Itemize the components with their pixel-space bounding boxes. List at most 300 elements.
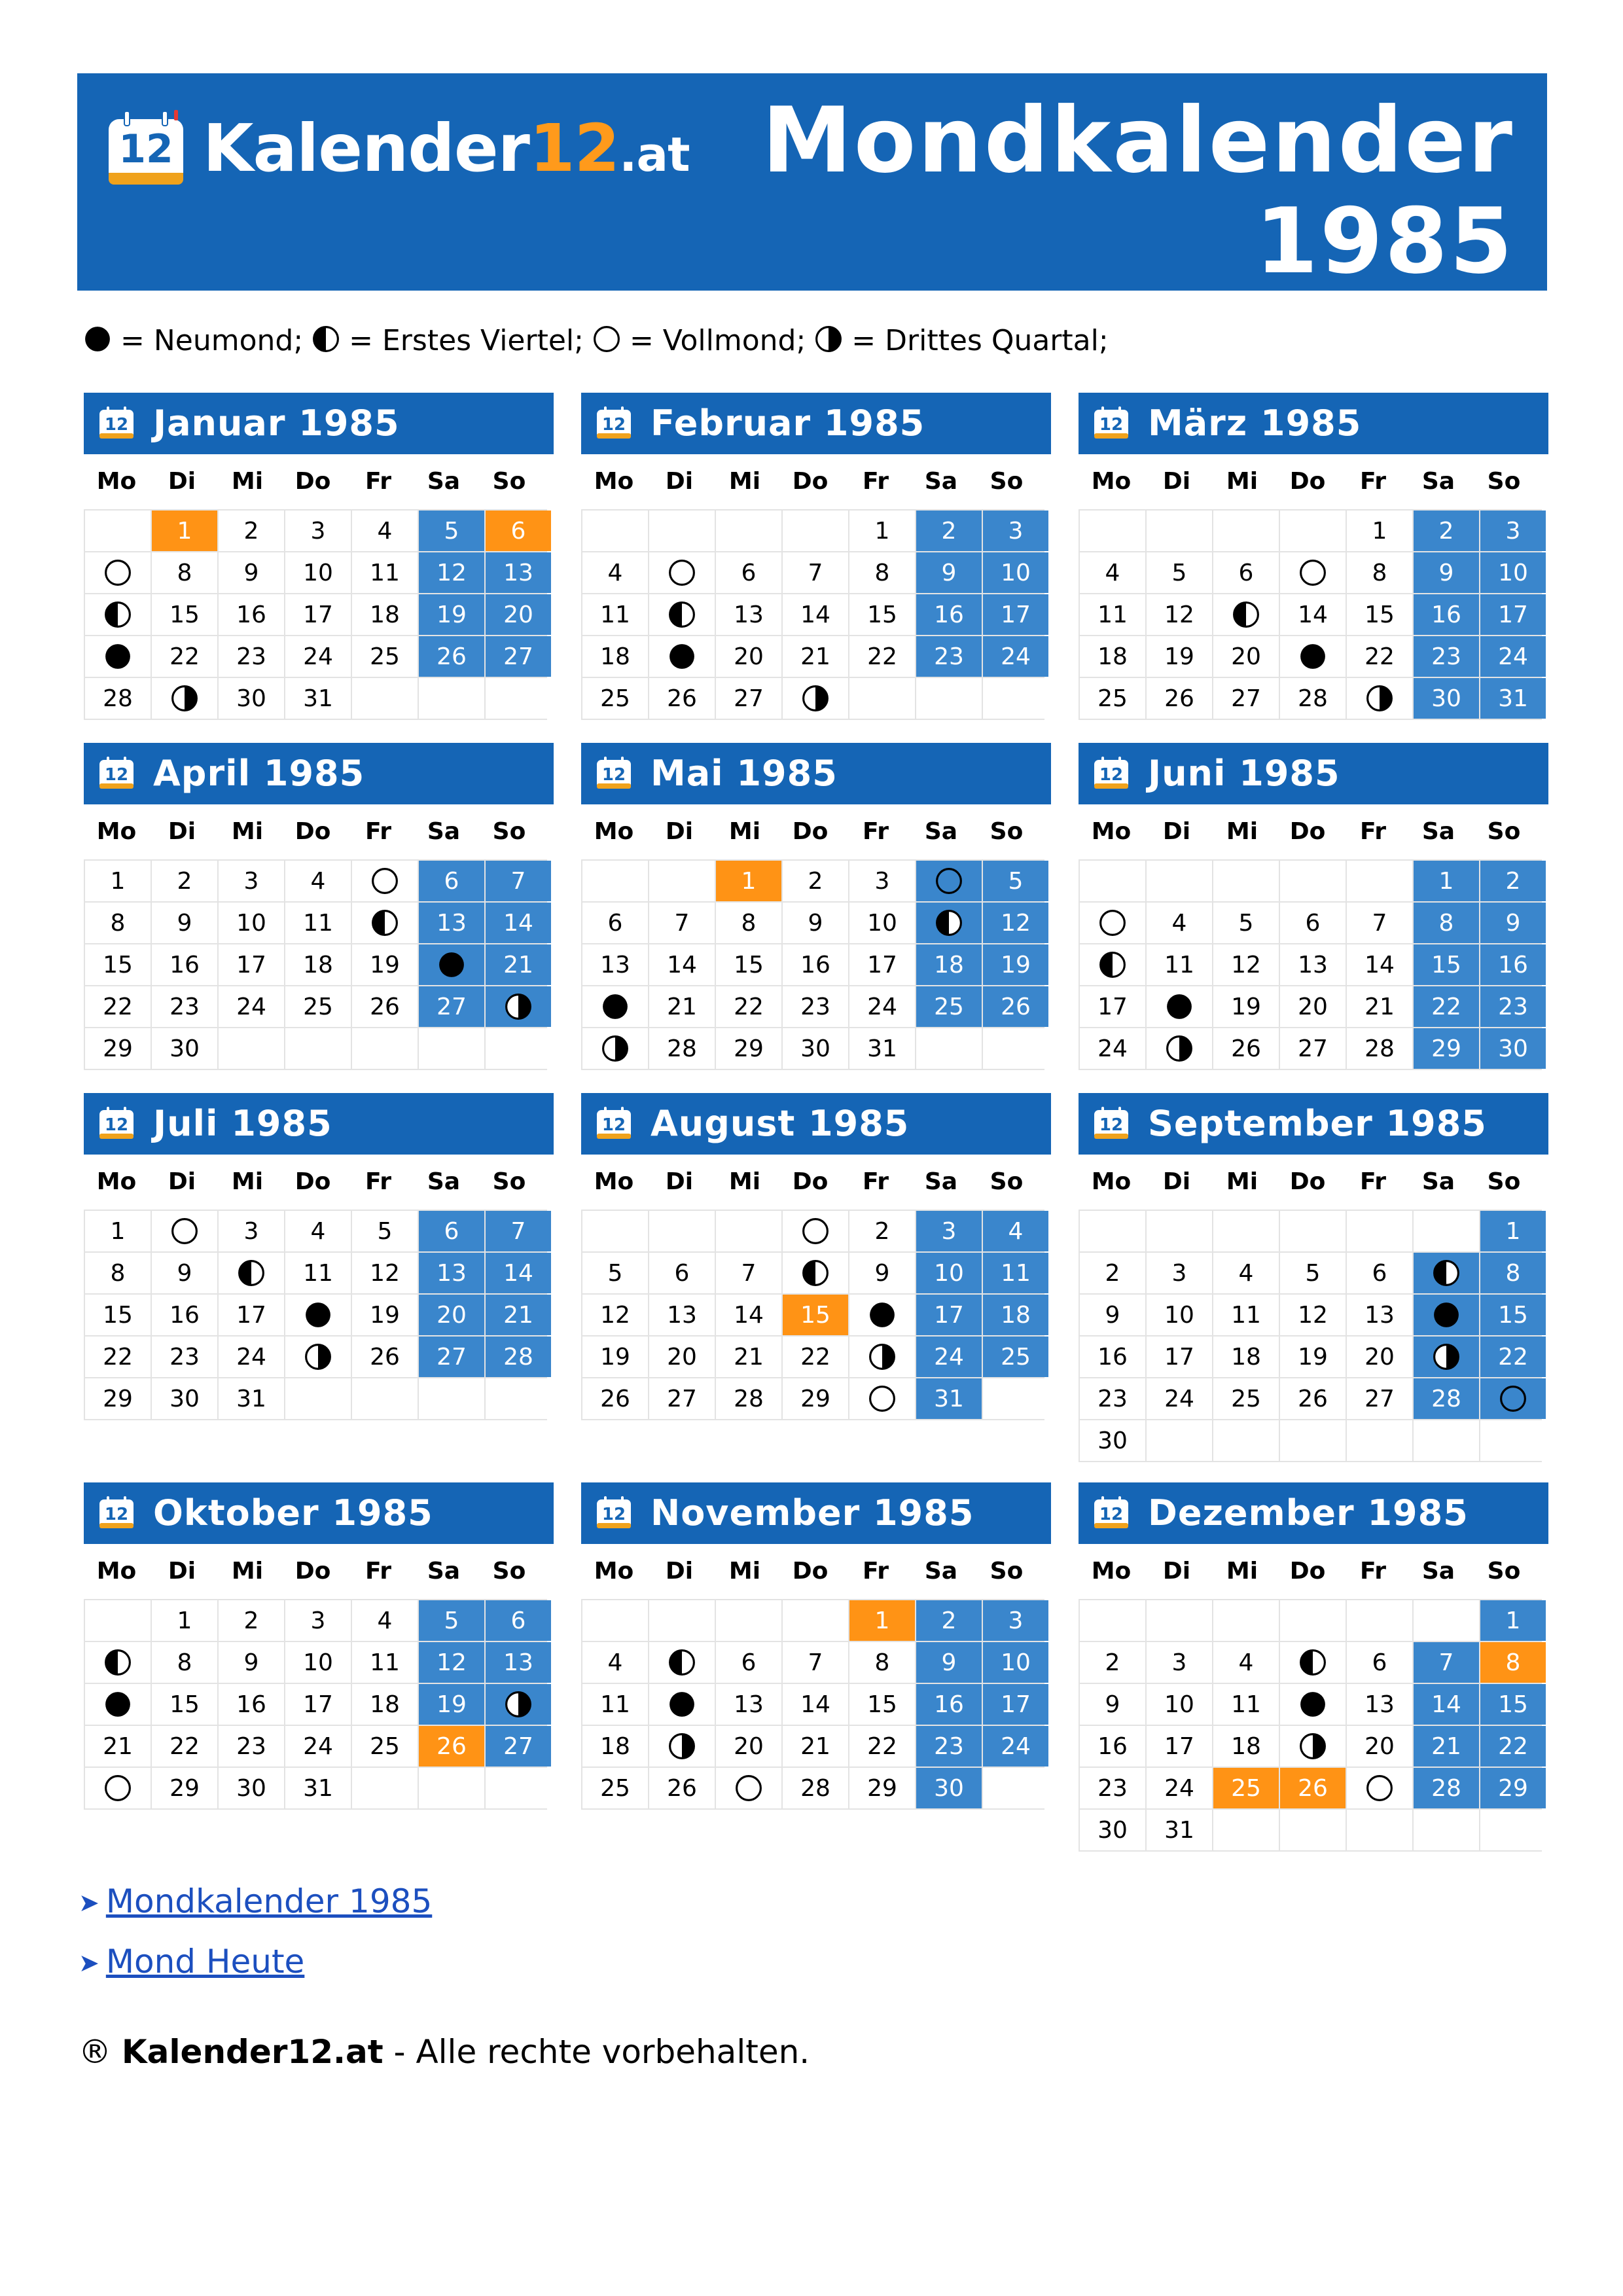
day-cell[interactable]: 25 xyxy=(1213,1768,1279,1808)
day-cell[interactable]: 17 xyxy=(219,1295,284,1335)
day-cell[interactable]: 11 xyxy=(582,594,648,635)
day-cell[interactable]: 24 xyxy=(219,986,284,1027)
day-cell[interactable]: 29 xyxy=(152,1768,217,1808)
day-cell[interactable]: 7 xyxy=(486,861,551,901)
day-cell[interactable]: 12 xyxy=(1147,594,1212,635)
day-cell[interactable]: 28 xyxy=(1414,1378,1479,1419)
day-cell[interactable]: 21 xyxy=(85,1726,151,1767)
day-cell[interactable]: 26 xyxy=(649,678,715,719)
day-cell[interactable]: 15 xyxy=(1480,1295,1546,1335)
day-cell[interactable] xyxy=(486,986,551,1027)
day-cell[interactable]: 7 xyxy=(716,1253,781,1293)
day-cell[interactable]: 16 xyxy=(916,594,982,635)
day-cell[interactable]: 27 xyxy=(649,1378,715,1419)
day-cell[interactable] xyxy=(1280,552,1346,593)
day-cell[interactable]: 22 xyxy=(716,986,781,1027)
day-cell[interactable]: 18 xyxy=(582,1726,648,1767)
day-cell[interactable]: 6 xyxy=(1347,1253,1412,1293)
day-cell[interactable] xyxy=(716,1768,781,1808)
day-cell[interactable]: 7 xyxy=(783,552,848,593)
day-cell[interactable]: 12 xyxy=(983,903,1048,943)
day-cell[interactable]: 4 xyxy=(983,1211,1048,1251)
day-cell[interactable]: 13 xyxy=(1280,944,1346,985)
day-cell[interactable]: 14 xyxy=(1414,1684,1479,1725)
day-cell[interactable]: 8 xyxy=(1347,552,1412,593)
day-cell[interactable]: 3 xyxy=(285,1600,351,1641)
day-cell[interactable]: 16 xyxy=(1414,594,1479,635)
day-cell[interactable]: 27 xyxy=(1213,678,1279,719)
day-cell[interactable]: 28 xyxy=(649,1028,715,1069)
day-cell[interactable]: 9 xyxy=(219,552,284,593)
day-cell[interactable]: 18 xyxy=(352,1684,418,1725)
day-cell[interactable]: 11 xyxy=(285,1253,351,1293)
day-cell[interactable]: 24 xyxy=(916,1336,982,1377)
day-cell[interactable] xyxy=(1414,1295,1479,1335)
day-cell[interactable] xyxy=(649,552,715,593)
day-cell[interactable]: 8 xyxy=(85,903,151,943)
day-cell[interactable]: 20 xyxy=(1347,1726,1412,1767)
day-cell[interactable] xyxy=(849,1378,915,1419)
day-cell[interactable]: 23 xyxy=(152,1336,217,1377)
day-cell[interactable]: 4 xyxy=(1213,1642,1279,1683)
day-cell[interactable]: 3 xyxy=(219,1211,284,1251)
day-cell[interactable] xyxy=(916,903,982,943)
day-cell[interactable]: 15 xyxy=(849,1684,915,1725)
day-cell[interactable]: 6 xyxy=(419,861,484,901)
day-cell[interactable]: 3 xyxy=(916,1211,982,1251)
day-cell[interactable]: 17 xyxy=(1480,594,1546,635)
day-cell[interactable]: 15 xyxy=(716,944,781,985)
day-cell[interactable]: 18 xyxy=(916,944,982,985)
day-cell[interactable]: 3 xyxy=(983,1600,1048,1641)
day-cell[interactable]: 4 xyxy=(1213,1253,1279,1293)
day-cell[interactable]: 9 xyxy=(1414,552,1479,593)
day-cell[interactable]: 10 xyxy=(285,552,351,593)
day-cell[interactable]: 24 xyxy=(1480,636,1546,677)
day-cell[interactable]: 11 xyxy=(1080,594,1145,635)
day-cell[interactable]: 28 xyxy=(716,1378,781,1419)
day-cell[interactable]: 17 xyxy=(219,944,284,985)
day-cell[interactable]: 27 xyxy=(1280,1028,1346,1069)
day-cell[interactable]: 20 xyxy=(649,1336,715,1377)
day-cell[interactable]: 26 xyxy=(419,1726,484,1767)
day-cell[interactable]: 23 xyxy=(1480,986,1546,1027)
day-cell[interactable]: 25 xyxy=(1213,1378,1279,1419)
day-cell[interactable]: 14 xyxy=(649,944,715,985)
day-cell[interactable]: 9 xyxy=(152,1253,217,1293)
day-cell[interactable]: 20 xyxy=(716,1726,781,1767)
day-cell[interactable]: 8 xyxy=(849,1642,915,1683)
day-cell[interactable]: 10 xyxy=(849,903,915,943)
day-cell[interactable]: 26 xyxy=(352,986,418,1027)
day-cell[interactable] xyxy=(1414,1336,1479,1377)
day-cell[interactable]: 18 xyxy=(352,594,418,635)
day-cell[interactable]: 13 xyxy=(582,944,648,985)
day-cell[interactable]: 15 xyxy=(849,594,915,635)
day-cell[interactable]: 11 xyxy=(1213,1295,1279,1335)
day-cell[interactable]: 21 xyxy=(716,1336,781,1377)
day-cell[interactable]: 6 xyxy=(486,1600,551,1641)
day-cell[interactable]: 6 xyxy=(419,1211,484,1251)
day-cell[interactable]: 6 xyxy=(486,511,551,551)
day-cell[interactable]: 19 xyxy=(419,1684,484,1725)
day-cell[interactable]: 26 xyxy=(1280,1768,1346,1808)
day-cell[interactable]: 15 xyxy=(152,594,217,635)
day-cell[interactable]: 3 xyxy=(1147,1253,1212,1293)
day-cell[interactable]: 21 xyxy=(486,944,551,985)
day-cell[interactable]: 1 xyxy=(85,1211,151,1251)
day-cell[interactable]: 16 xyxy=(152,1295,217,1335)
day-cell[interactable]: 13 xyxy=(1347,1684,1412,1725)
day-cell[interactable]: 25 xyxy=(582,1768,648,1808)
day-cell[interactable]: 30 xyxy=(219,678,284,719)
day-cell[interactable]: 15 xyxy=(85,1295,151,1335)
day-cell[interactable]: 28 xyxy=(783,1768,848,1808)
day-cell[interactable]: 18 xyxy=(582,636,648,677)
day-cell[interactable]: 9 xyxy=(219,1642,284,1683)
day-cell[interactable]: 1 xyxy=(1347,511,1412,551)
day-cell[interactable]: 27 xyxy=(486,636,551,677)
day-cell[interactable] xyxy=(1280,1684,1346,1725)
day-cell[interactable]: 18 xyxy=(1213,1336,1279,1377)
day-cell[interactable]: 2 xyxy=(1080,1253,1145,1293)
day-cell[interactable] xyxy=(1414,1253,1479,1293)
day-cell[interactable]: 2 xyxy=(916,1600,982,1641)
day-cell[interactable]: 13 xyxy=(716,1684,781,1725)
day-cell[interactable]: 22 xyxy=(783,1336,848,1377)
day-cell[interactable] xyxy=(1080,903,1145,943)
day-cell[interactable]: 2 xyxy=(1414,511,1479,551)
day-cell[interactable]: 15 xyxy=(1414,944,1479,985)
day-cell[interactable]: 12 xyxy=(582,1295,648,1335)
day-cell[interactable]: 23 xyxy=(219,636,284,677)
day-cell[interactable] xyxy=(1280,1642,1346,1683)
day-cell[interactable] xyxy=(649,1642,715,1683)
day-cell[interactable]: 6 xyxy=(649,1253,715,1293)
day-cell[interactable] xyxy=(916,861,982,901)
day-cell[interactable]: 23 xyxy=(916,1726,982,1767)
day-cell[interactable]: 24 xyxy=(1147,1768,1212,1808)
day-cell[interactable] xyxy=(352,861,418,901)
day-cell[interactable]: 25 xyxy=(916,986,982,1027)
day-cell[interactable]: 13 xyxy=(649,1295,715,1335)
day-cell[interactable]: 4 xyxy=(285,1211,351,1251)
day-cell[interactable]: 11 xyxy=(352,1642,418,1683)
day-cell[interactable]: 1 xyxy=(849,511,915,551)
day-cell[interactable]: 23 xyxy=(219,1726,284,1767)
day-cell[interactable]: 27 xyxy=(1347,1378,1412,1419)
day-cell[interactable]: 12 xyxy=(419,552,484,593)
mondkalender-link[interactable]: Mondkalender 1985 xyxy=(105,1882,433,1920)
day-cell[interactable]: 20 xyxy=(716,636,781,677)
day-cell[interactable]: 18 xyxy=(285,944,351,985)
day-cell[interactable]: 5 xyxy=(1280,1253,1346,1293)
day-cell[interactable]: 15 xyxy=(85,944,151,985)
day-cell[interactable]: 6 xyxy=(1280,903,1346,943)
day-cell[interactable]: 19 xyxy=(1280,1336,1346,1377)
day-cell[interactable]: 17 xyxy=(285,1684,351,1725)
day-cell[interactable]: 16 xyxy=(1080,1726,1145,1767)
day-cell[interactable]: 30 xyxy=(1414,678,1479,719)
day-cell[interactable]: 15 xyxy=(1347,594,1412,635)
day-cell[interactable]: 26 xyxy=(419,636,484,677)
day-cell[interactable]: 25 xyxy=(352,1726,418,1767)
day-cell[interactable]: 8 xyxy=(85,1253,151,1293)
day-cell[interactable]: 21 xyxy=(649,986,715,1027)
day-cell[interactable]: 31 xyxy=(916,1378,982,1419)
day-cell[interactable]: 12 xyxy=(419,1642,484,1683)
day-cell[interactable]: 21 xyxy=(783,1726,848,1767)
day-cell[interactable]: 26 xyxy=(352,1336,418,1377)
day-cell[interactable]: 1 xyxy=(849,1600,915,1641)
day-cell[interactable]: 11 xyxy=(983,1253,1048,1293)
day-cell[interactable]: 4 xyxy=(352,1600,418,1641)
day-cell[interactable]: 21 xyxy=(783,636,848,677)
day-cell[interactable] xyxy=(849,1336,915,1377)
day-cell[interactable]: 23 xyxy=(1414,636,1479,677)
day-cell[interactable]: 22 xyxy=(1480,1336,1546,1377)
day-cell[interactable]: 13 xyxy=(486,1642,551,1683)
day-cell[interactable] xyxy=(1147,986,1212,1027)
day-cell[interactable]: 16 xyxy=(1080,1336,1145,1377)
day-cell[interactable]: 30 xyxy=(152,1028,217,1069)
day-cell[interactable]: 2 xyxy=(1480,861,1546,901)
day-cell[interactable]: 20 xyxy=(1280,986,1346,1027)
day-cell[interactable]: 3 xyxy=(285,511,351,551)
day-cell[interactable]: 24 xyxy=(1147,1378,1212,1419)
day-cell[interactable]: 22 xyxy=(152,1726,217,1767)
day-cell[interactable]: 1 xyxy=(1480,1600,1546,1641)
day-cell[interactable]: 29 xyxy=(783,1378,848,1419)
day-cell[interactable]: 17 xyxy=(916,1295,982,1335)
day-cell[interactable]: 3 xyxy=(983,511,1048,551)
day-cell[interactable]: 24 xyxy=(1080,1028,1145,1069)
day-cell[interactable]: 3 xyxy=(1147,1642,1212,1683)
day-cell[interactable]: 12 xyxy=(352,1253,418,1293)
day-cell[interactable] xyxy=(1280,636,1346,677)
day-cell[interactable]: 16 xyxy=(152,944,217,985)
day-cell[interactable]: 28 xyxy=(1414,1768,1479,1808)
day-cell[interactable]: 5 xyxy=(582,1253,648,1293)
day-cell[interactable]: 9 xyxy=(152,903,217,943)
day-cell[interactable]: 17 xyxy=(1080,986,1145,1027)
day-cell[interactable]: 26 xyxy=(983,986,1048,1027)
day-cell[interactable]: 9 xyxy=(849,1253,915,1293)
day-cell[interactable]: 5 xyxy=(419,511,484,551)
day-cell[interactable] xyxy=(285,1336,351,1377)
day-cell[interactable]: 14 xyxy=(783,1684,848,1725)
day-cell[interactable]: 8 xyxy=(716,903,781,943)
day-cell[interactable] xyxy=(152,1211,217,1251)
day-cell[interactable]: 10 xyxy=(916,1253,982,1293)
day-cell[interactable]: 8 xyxy=(152,1642,217,1683)
day-cell[interactable]: 2 xyxy=(219,511,284,551)
day-cell[interactable]: 6 xyxy=(582,903,648,943)
day-cell[interactable]: 9 xyxy=(783,903,848,943)
day-cell[interactable]: 1 xyxy=(716,861,781,901)
day-cell[interactable] xyxy=(85,594,151,635)
day-cell[interactable]: 21 xyxy=(486,1295,551,1335)
day-cell[interactable]: 11 xyxy=(1147,944,1212,985)
day-cell[interactable]: 25 xyxy=(352,636,418,677)
day-cell[interactable] xyxy=(783,1253,848,1293)
day-cell[interactable]: 13 xyxy=(1347,1295,1412,1335)
day-cell[interactable]: 13 xyxy=(419,903,484,943)
day-cell[interactable]: 31 xyxy=(285,678,351,719)
day-cell[interactable]: 30 xyxy=(783,1028,848,1069)
day-cell[interactable]: 7 xyxy=(783,1642,848,1683)
day-cell[interactable]: 16 xyxy=(916,1684,982,1725)
day-cell[interactable]: 30 xyxy=(1080,1420,1145,1461)
day-cell[interactable]: 5 xyxy=(1147,552,1212,593)
day-cell[interactable]: 11 xyxy=(582,1684,648,1725)
day-cell[interactable]: 19 xyxy=(1213,986,1279,1027)
day-cell[interactable]: 10 xyxy=(285,1642,351,1683)
day-cell[interactable]: 25 xyxy=(1080,678,1145,719)
day-cell[interactable] xyxy=(783,678,848,719)
day-cell[interactable]: 22 xyxy=(849,1726,915,1767)
day-cell[interactable]: 24 xyxy=(849,986,915,1027)
day-cell[interactable]: 29 xyxy=(85,1028,151,1069)
day-cell[interactable]: 9 xyxy=(1080,1295,1145,1335)
day-cell[interactable]: 6 xyxy=(716,552,781,593)
day-cell[interactable] xyxy=(152,678,217,719)
day-cell[interactable]: 6 xyxy=(1213,552,1279,593)
day-cell[interactable]: 2 xyxy=(1080,1642,1145,1683)
day-cell[interactable]: 17 xyxy=(983,594,1048,635)
day-cell[interactable]: 28 xyxy=(85,678,151,719)
day-cell[interactable] xyxy=(582,986,648,1027)
day-cell[interactable]: 17 xyxy=(285,594,351,635)
day-cell[interactable]: 25 xyxy=(983,1336,1048,1377)
mond-heute-link[interactable]: Mond Heute xyxy=(105,1943,305,1981)
day-cell[interactable]: 21 xyxy=(1414,1726,1479,1767)
day-cell[interactable] xyxy=(1213,594,1279,635)
day-cell[interactable]: 22 xyxy=(85,986,151,1027)
day-cell[interactable]: 11 xyxy=(1213,1684,1279,1725)
day-cell[interactable]: 29 xyxy=(1414,1028,1479,1069)
day-cell[interactable] xyxy=(85,636,151,677)
day-cell[interactable]: 2 xyxy=(849,1211,915,1251)
day-cell[interactable]: 17 xyxy=(1147,1336,1212,1377)
day-cell[interactable]: 18 xyxy=(1213,1726,1279,1767)
day-cell[interactable] xyxy=(285,1295,351,1335)
day-cell[interactable]: 16 xyxy=(1480,944,1546,985)
day-cell[interactable]: 1 xyxy=(152,1600,217,1641)
day-cell[interactable]: 3 xyxy=(1480,511,1546,551)
day-cell[interactable]: 19 xyxy=(582,1336,648,1377)
day-cell[interactable]: 14 xyxy=(1347,944,1412,985)
day-cell[interactable]: 26 xyxy=(649,1768,715,1808)
day-cell[interactable]: 10 xyxy=(1480,552,1546,593)
day-cell[interactable] xyxy=(219,1253,284,1293)
day-cell[interactable]: 16 xyxy=(219,594,284,635)
day-cell[interactable]: 16 xyxy=(219,1684,284,1725)
day-cell[interactable]: 25 xyxy=(582,678,648,719)
day-cell[interactable]: 23 xyxy=(1080,1768,1145,1808)
day-cell[interactable]: 12 xyxy=(1213,944,1279,985)
day-cell[interactable]: 8 xyxy=(1480,1642,1546,1683)
day-cell[interactable]: 29 xyxy=(85,1378,151,1419)
day-cell[interactable]: 5 xyxy=(983,861,1048,901)
day-cell[interactable]: 23 xyxy=(916,636,982,677)
day-cell[interactable]: 26 xyxy=(1280,1378,1346,1419)
day-cell[interactable]: 22 xyxy=(1414,986,1479,1027)
day-cell[interactable]: 24 xyxy=(983,1726,1048,1767)
day-cell[interactable]: 10 xyxy=(1147,1684,1212,1725)
day-cell[interactable]: 22 xyxy=(85,1336,151,1377)
day-cell[interactable]: 22 xyxy=(152,636,217,677)
day-cell[interactable]: 5 xyxy=(419,1600,484,1641)
day-cell[interactable]: 8 xyxy=(849,552,915,593)
day-cell[interactable]: 5 xyxy=(1213,903,1279,943)
day-cell[interactable]: 1 xyxy=(85,861,151,901)
day-cell[interactable]: 6 xyxy=(1347,1642,1412,1683)
day-cell[interactable]: 26 xyxy=(582,1378,648,1419)
day-cell[interactable]: 28 xyxy=(486,1336,551,1377)
day-cell[interactable]: 31 xyxy=(1480,678,1546,719)
day-cell[interactable] xyxy=(1480,1378,1546,1419)
day-cell[interactable] xyxy=(85,552,151,593)
day-cell[interactable]: 24 xyxy=(219,1336,284,1377)
day-cell[interactable] xyxy=(649,1726,715,1767)
day-cell[interactable]: 19 xyxy=(352,1295,418,1335)
day-cell[interactable] xyxy=(649,1684,715,1725)
day-cell[interactable]: 1 xyxy=(1480,1211,1546,1251)
day-cell[interactable] xyxy=(85,1684,151,1725)
day-cell[interactable]: 14 xyxy=(716,1295,781,1335)
day-cell[interactable]: 7 xyxy=(486,1211,551,1251)
day-cell[interactable]: 23 xyxy=(1080,1378,1145,1419)
day-cell[interactable]: 20 xyxy=(419,1295,484,1335)
day-cell[interactable]: 14 xyxy=(486,903,551,943)
day-cell[interactable]: 11 xyxy=(285,903,351,943)
day-cell[interactable] xyxy=(486,1684,551,1725)
day-cell[interactable]: 13 xyxy=(486,552,551,593)
day-cell[interactable]: 21 xyxy=(1347,986,1412,1027)
day-cell[interactable]: 7 xyxy=(1347,903,1412,943)
day-cell[interactable]: 1 xyxy=(152,511,217,551)
day-cell[interactable]: 19 xyxy=(352,944,418,985)
day-cell[interactable]: 20 xyxy=(1347,1336,1412,1377)
day-cell[interactable]: 7 xyxy=(1414,1642,1479,1683)
day-cell[interactable]: 10 xyxy=(1147,1295,1212,1335)
day-cell[interactable]: 31 xyxy=(849,1028,915,1069)
day-cell[interactable]: 31 xyxy=(285,1768,351,1808)
day-cell[interactable]: 17 xyxy=(1147,1726,1212,1767)
day-cell[interactable]: 30 xyxy=(152,1378,217,1419)
day-cell[interactable]: 29 xyxy=(849,1768,915,1808)
day-cell[interactable]: 2 xyxy=(916,511,982,551)
day-cell[interactable] xyxy=(1347,678,1412,719)
day-cell[interactable]: 30 xyxy=(219,1768,284,1808)
day-cell[interactable]: 14 xyxy=(486,1253,551,1293)
day-cell[interactable]: 8 xyxy=(1414,903,1479,943)
day-cell[interactable]: 17 xyxy=(849,944,915,985)
day-cell[interactable]: 6 xyxy=(716,1642,781,1683)
day-cell[interactable]: 10 xyxy=(983,552,1048,593)
day-cell[interactable]: 18 xyxy=(1080,636,1145,677)
day-cell[interactable]: 19 xyxy=(419,594,484,635)
day-cell[interactable]: 23 xyxy=(152,986,217,1027)
day-cell[interactable] xyxy=(783,1211,848,1251)
day-cell[interactable]: 15 xyxy=(1480,1684,1546,1725)
day-cell[interactable] xyxy=(582,1028,648,1069)
day-cell[interactable]: 27 xyxy=(486,1726,551,1767)
day-cell[interactable]: 4 xyxy=(582,1642,648,1683)
day-cell[interactable]: 15 xyxy=(783,1295,848,1335)
day-cell[interactable]: 3 xyxy=(219,861,284,901)
